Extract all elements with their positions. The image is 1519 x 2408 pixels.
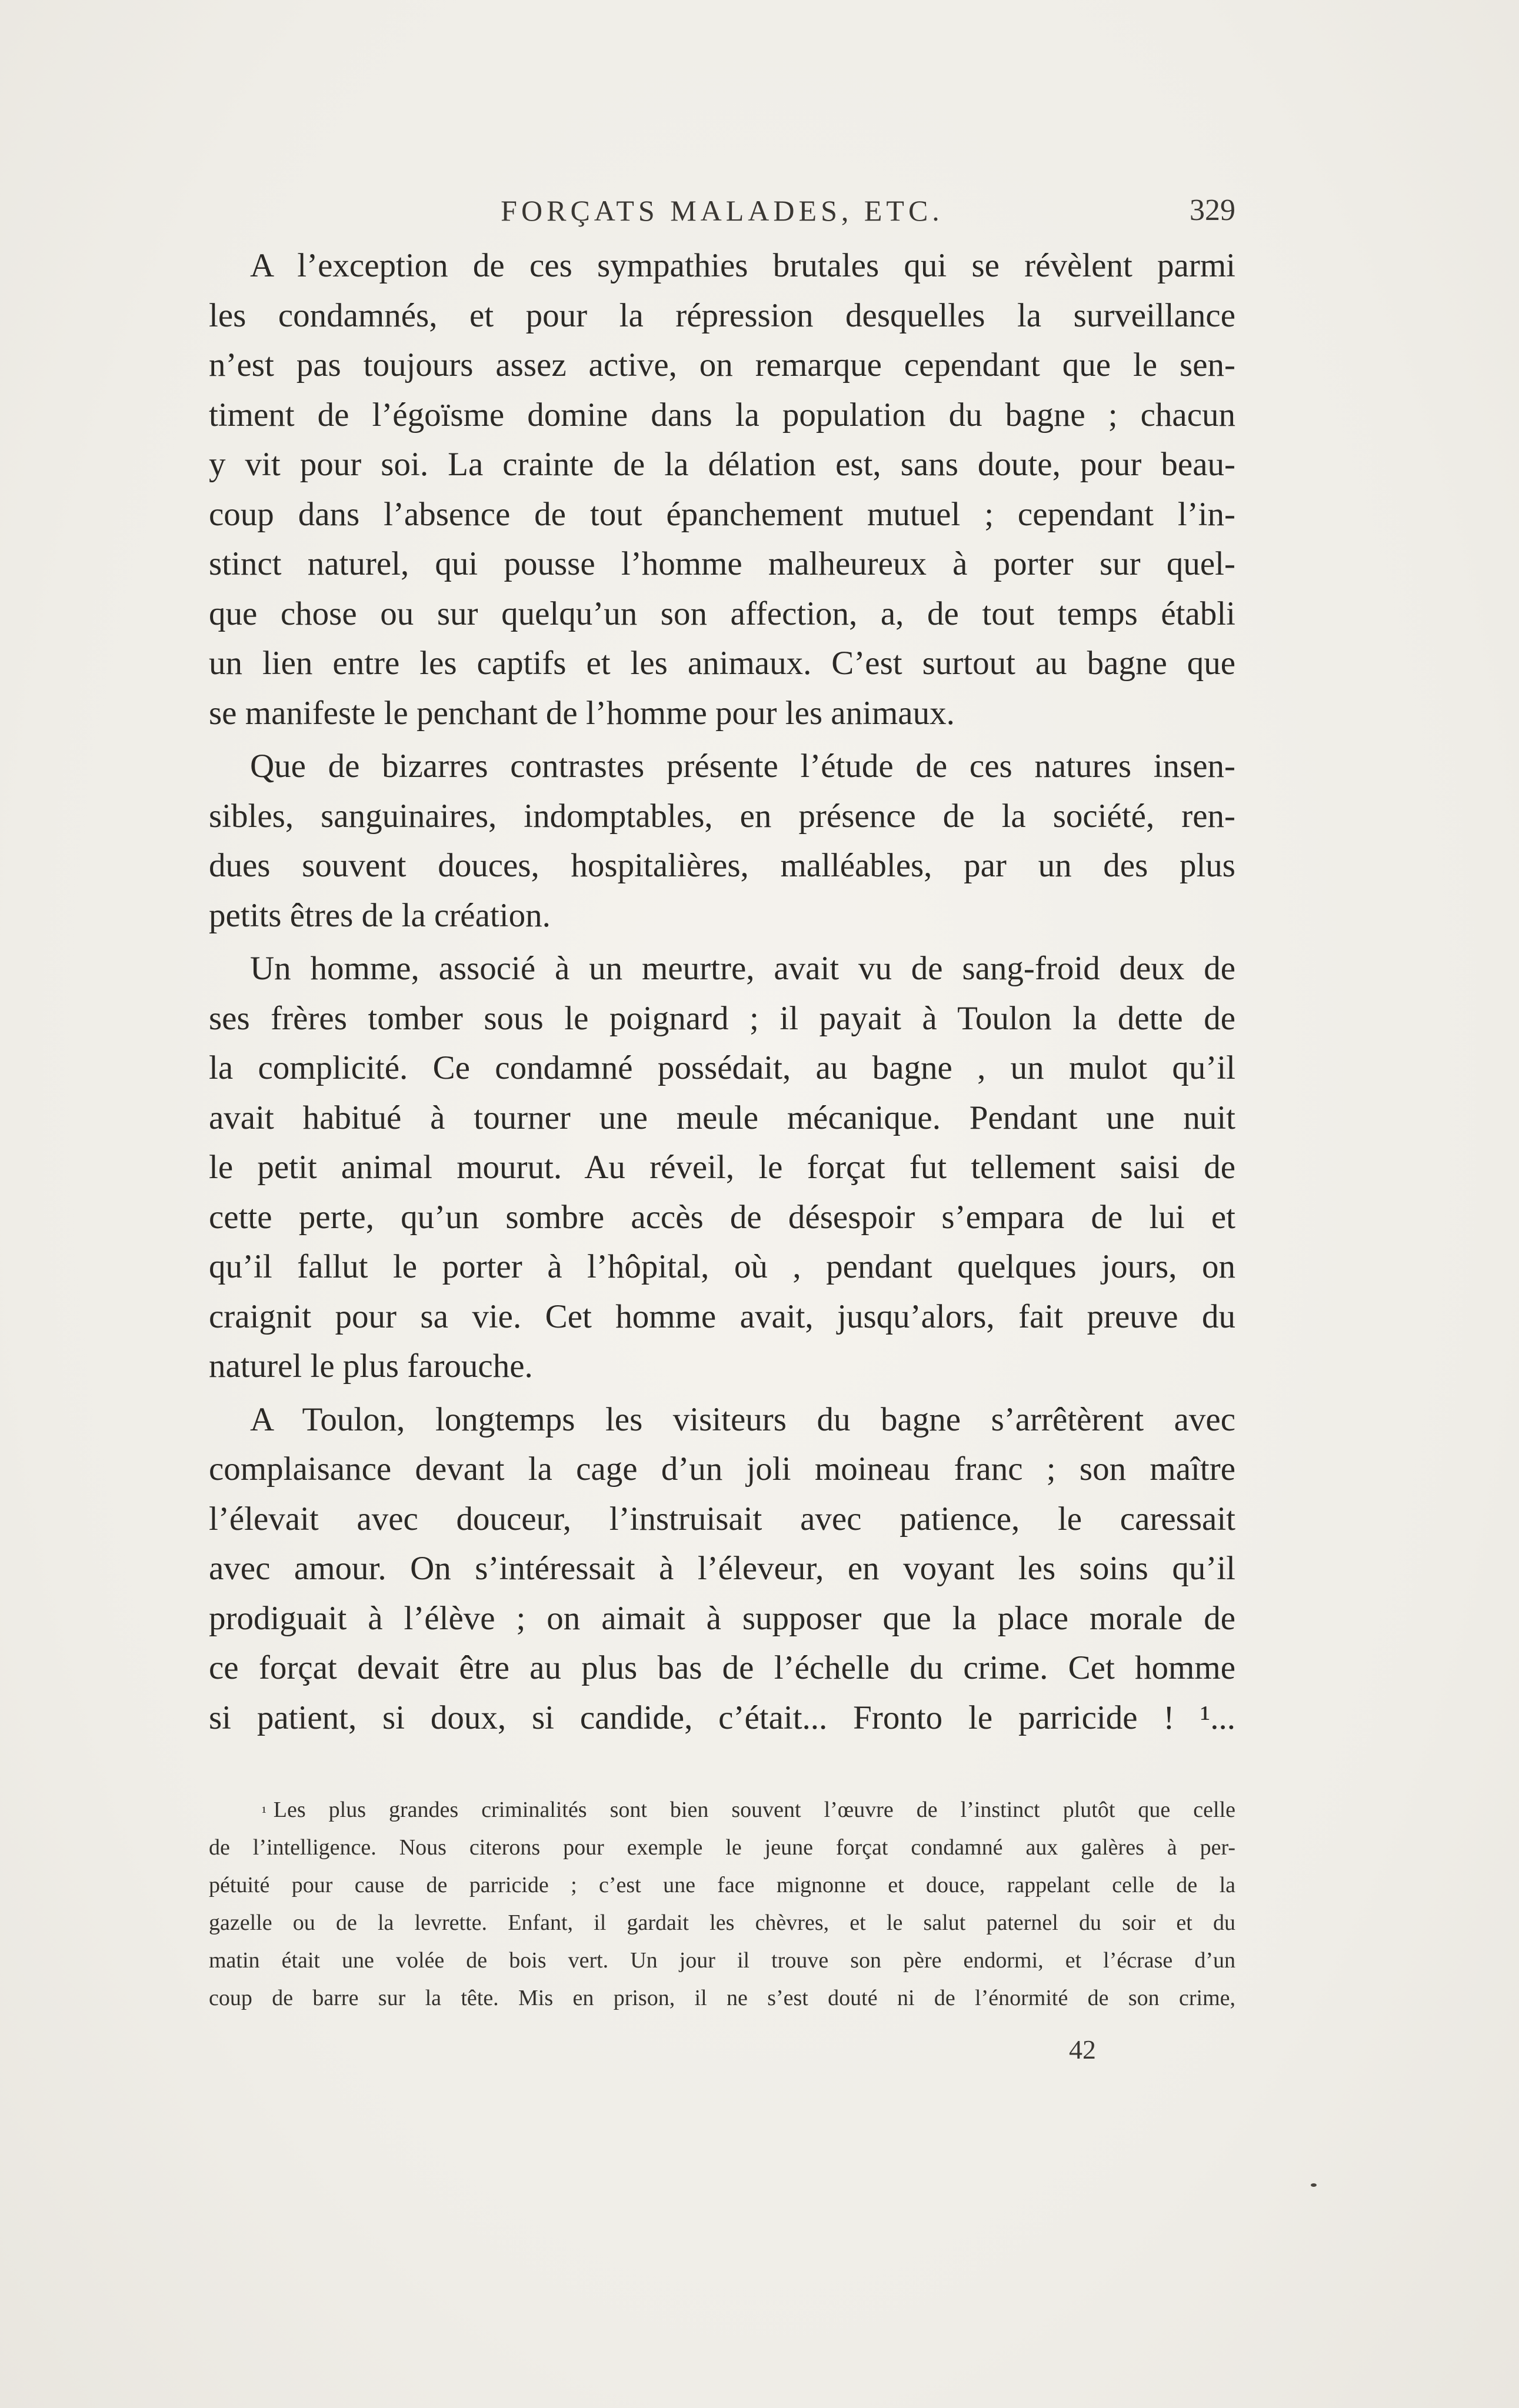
- text-line: timent de l’égoïsme domine dans la population du bagne ; chacun: [209, 396, 1235, 433]
- page-header: [209, 187, 1235, 234]
- footnote-line: de l’intelligence. Nous citerons pour exemple le jeune forçat condamné aux galères à per-: [209, 1835, 1235, 1860]
- paragraph: [209, 944, 1235, 1392]
- text-line: se manifeste le penchant de l’homme pour les animaux.: [209, 694, 955, 732]
- text-line: si patient, si doux, si candide, c’était... Fronto le parricide ! ¹...: [209, 1699, 1235, 1736]
- text-line: petits êtres de la création.: [209, 896, 551, 934]
- page-number: 329: [1190, 194, 1235, 227]
- paragraph: [209, 1395, 1235, 1743]
- text-line: craignit pour sa vie. Cet homme avait, jusqu’alors, fait preuve du: [209, 1298, 1235, 1335]
- body-text: [209, 241, 1235, 1743]
- text-line: le petit animal mourut. Au réveil, le forçat fut tellement saisi de: [209, 1149, 1235, 1186]
- text-line: avec amour. On s’intéressait à l’éleveur, en voyant les soins qu’il: [209, 1550, 1235, 1587]
- paragraph: [209, 742, 1235, 940]
- text-line: y vit pour soi. La crainte de la délation est, sans doute, pour beau-: [209, 446, 1235, 483]
- text-line: qu’il fallut le porter à l’hôpital, où , pendant quelques jours, on: [209, 1248, 1235, 1285]
- text-line: ses frères tomber sous le poignard ; il payait à Toulon la dette de: [209, 999, 1235, 1037]
- text-line: cette perte, qu’un sombre accès de désespoir s’empara de lui et: [209, 1198, 1235, 1236]
- footnote: [209, 1791, 1235, 2017]
- text-line: A l’exception de ces sympathies brutales qui se révèlent parmi: [250, 247, 1235, 284]
- text-line: un lien entre les captifs et les animaux. C’est surtout au bagne que: [209, 645, 1235, 682]
- text-line: A Toulon, longtemps les visiteurs du bagne s’arrêtèrent avec: [250, 1400, 1235, 1438]
- text-line: avait habitué à tourner une meule mécanique. Pendant une nuit: [209, 1099, 1235, 1136]
- footnote-line: pétuité pour cause de parricide ; c’est une face mignonne et douce, rappelant celle de la: [209, 1873, 1235, 1897]
- text-line: Que de bizarres contrastes présente l’étude de ces natures insen-: [250, 748, 1235, 785]
- text-line: naturel le plus farouche.: [209, 1348, 533, 1385]
- text-line: Un homme, associé à un meurtre, avait vu de sang-froid deux de: [250, 950, 1235, 987]
- text-line: l’élevait avec douceur, l’instruisait avec patience, le caressait: [209, 1500, 1235, 1537]
- text-line: stinct naturel, qui pousse l’homme malheureux à porter sur quel-: [209, 545, 1235, 582]
- footnote-line: gazelle ou de la levrette. Enfant, il gardait les chèvres, et le salut paternel du soir et du: [209, 1910, 1235, 1935]
- text-line: ce forçat devait être au plus bas de l’échelle du crime. Cet homme: [209, 1649, 1235, 1686]
- footnote-line: matin était une volée de bois vert. Un jour il trouve son père endormi, et l’écrase d’un: [209, 1948, 1235, 1973]
- text-line: que chose ou sur quelqu’un son affection, a, de tout temps établi: [209, 595, 1235, 632]
- text-line: la complicité. Ce condamné possédait, au bagne , un mulot qu’il: [209, 1049, 1235, 1086]
- paragraph: [209, 241, 1235, 738]
- text-line: complaisance devant la cage d’un joli moineau franc ; son maître: [209, 1450, 1235, 1488]
- paper-speck: [1311, 2183, 1317, 2187]
- running-title: FORÇATS MALADES, ETC.: [501, 194, 944, 227]
- text-line: les condamnés, et pour la répression desquelles la surveillance: [209, 296, 1235, 334]
- text-line: prodiguait à l’élève ; on aimait à supposer que la place morale de: [209, 1599, 1235, 1637]
- footnote-line: [209, 1791, 1235, 1829]
- footnote-line: coup de barre sur la tête. Mis en prison, il ne s’est douté ni de l’énormité de son crime,: [209, 1986, 1235, 2010]
- text-line: n’est pas toujours assez active, on remarque cependant que le sen-: [209, 346, 1235, 383]
- text-line: coup dans l’absence de tout épanchement mutuel ; cependant l’in-: [209, 495, 1235, 533]
- text-line: dues souvent douces, hospitalières, malléables, par un des plus: [209, 847, 1235, 884]
- signature-mark: 42: [1069, 2035, 1096, 2065]
- text-line: sibles, sanguinaires, indomptables, en présence de la société, ren-: [209, 797, 1235, 835]
- footnote-text: Les plus grandes criminalités sont bien souvent l’œuvre de l’instinct plutôt que celle: [273, 1797, 1235, 1822]
- footnote-mark: ¹: [262, 1803, 267, 1820]
